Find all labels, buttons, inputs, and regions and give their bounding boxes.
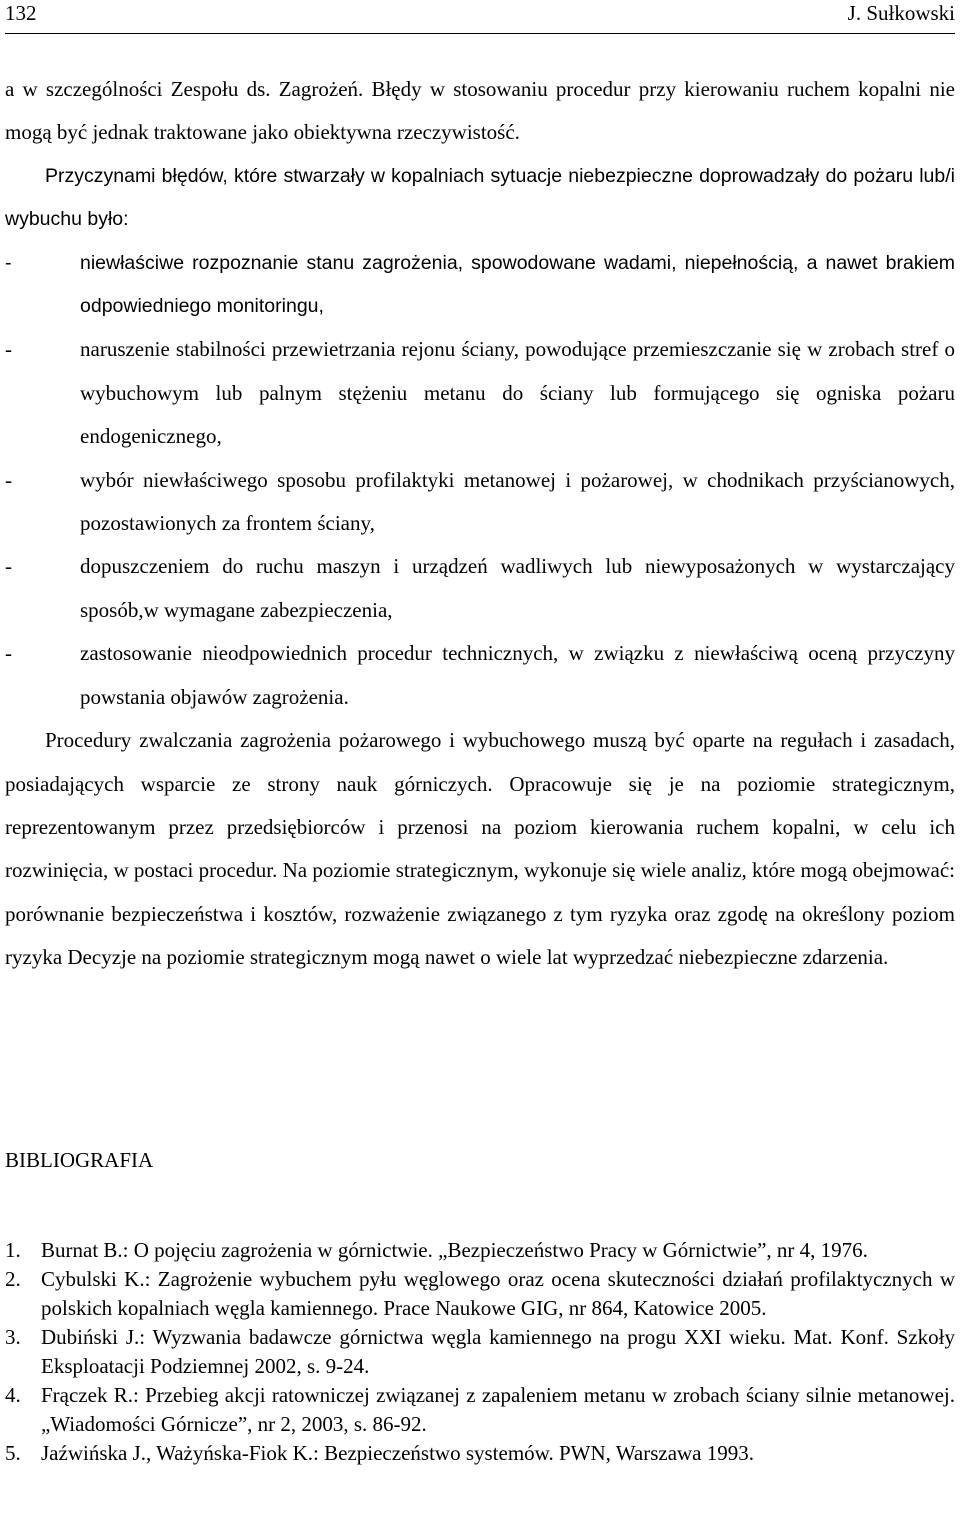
bibliography-list [5, 1236, 955, 1468]
bibliography-entry-text: Frączek R.: Przebieg akcji ratowniczej związanej z zapaleniem metanu w zrobach ściany silnie metanowej. „Wiadomości Górnicze”, nr 2, 2003, s. 86-92. [41, 1383, 955, 1436]
list-item-marker: - [5, 554, 12, 579]
list-item-marker: - [5, 251, 12, 274]
bibliography-entry [5, 1236, 955, 1265]
list-item [5, 459, 955, 546]
list-item [5, 545, 955, 632]
bibliography-entry [5, 1265, 955, 1323]
bibliography-entry-text: Cybulski K.: Zagrożenie wybuchem pyłu węglowego oraz ocena skuteczności działań profilaktycznych w polskich kopalniach węgla kamiennego. Prace Naukowe GIG, nr 864, Katowice 2005. [41, 1267, 955, 1320]
causes-list [5, 242, 955, 719]
list-item [5, 632, 955, 719]
page-number: 132 [5, 1, 37, 25]
list-item-text: zastosowanie nieodpowiednich procedur technicznych, w związku z niewłaściwą oceną przyczyny powstania objawów zagrożenia. [80, 641, 955, 709]
paragraph-intro: a w szczególności Zespołu ds. Zagrożeń. Błędy w stosowaniu procedur przy kierowaniu ruchem kopalni nie mogą być jednak traktowane jako obiektywna rzeczywistość. [5, 77, 955, 145]
paragraph-procedures: Procedury zwalczania zagrożenia pożarowego i wybuchowego muszą być oparte na regułach i zasadach, posiadających wsparcie ze strony nauk górniczych. Opracowuje się je na poziomie strategicznym, reprezentowanym przez przedsiębiorców i przenosi na poziom kierowania ruchem kopalni, w celu ich rozwinięcia, w postaci procedur. Na poziomie strategicznym, wykonuje się wiele analiz, które mogą obejmować: porównanie bezpieczeństwa i kosztów, rozważenie związanego z tym ryzyka oraz zgodę na określony poziom ryzyka Decyzje na poziomie strategicznym mogą nawet o wiele lat wyprzedzać niebezpieczne zdarzenia. [5, 728, 955, 970]
list-item-marker: - [5, 337, 12, 362]
bibliography-entry-number: 2. [5, 1267, 21, 1291]
bibliography-entry [5, 1439, 955, 1468]
list-item-marker: - [5, 641, 12, 666]
bibliography-entry-text: Burnat B.: O pojęciu zagrożenia w górnictwie. „Bezpieczeństwo Pracy w Górnictwie”, nr 4, 1976. [41, 1238, 868, 1262]
list-item-text: dopuszczeniem do ruchu maszyn i urządzeń wadliwych lub niewyposażonych w wystarczający sposób,w wymagane zabezpieczenia, [80, 554, 955, 622]
list-item-text: wybór niewłaściwego sposobu profilaktyki metanowej i pożarowej, w chodnikach przyścianowych, pozostawionych za frontem ściany, [80, 467, 955, 536]
list-item-marker: - [5, 467, 12, 492]
bibliography-entry-number: 5. [5, 1441, 21, 1465]
list-item [5, 328, 955, 458]
body-text [5, 68, 955, 980]
bibliography-entry [5, 1381, 955, 1439]
bibliography-entry-text: Jaźwińska J., Ważyńska-Fiok K.: Bezpieczeństwo systemów. PWN, Warszawa 1993. [41, 1441, 754, 1465]
list-item [5, 242, 955, 329]
bibliography-heading: BIBLIOGRAFIA [5, 1148, 154, 1172]
bibliography-entry-number: 1. [5, 1238, 21, 1262]
paragraph-causes-intro: Przyczynami błędów, które stwarzały w kopalniach sytuacje niebezpieczne doprowadzały do pożaru lub/i wybuchu było: [5, 164, 955, 231]
list-item-text: niewłaściwe rozpoznanie stanu zagrożenia, spowodowane wadami, niepełnością, a nawet brakiem odpowiedniego monitoringu, [80, 251, 955, 318]
page-header [5, 0, 955, 34]
bibliography-entry-number: 4. [5, 1383, 21, 1407]
bibliography-entry [5, 1323, 955, 1381]
list-item-text: naruszenie stabilności przewietrzania rejonu ściany, powodujące przemieszczanie się w zrobach stref o wybuchowym lub palnym stężeniu metanu do ściany lub formującego się ogniska pożaru endogenicznego, [80, 337, 955, 449]
running-head-author: J. Sułkowski [847, 1, 955, 25]
bibliography-entry-text: Dubiński J.: Wyzwania badawcze górnictwa węgla kamiennego na progu XXI wieku. Mat. Konf. Szkoły Eksploatacji Podziemnej 2002, s. 9-24. [41, 1325, 955, 1378]
bibliography-entry-number: 3. [5, 1325, 21, 1349]
